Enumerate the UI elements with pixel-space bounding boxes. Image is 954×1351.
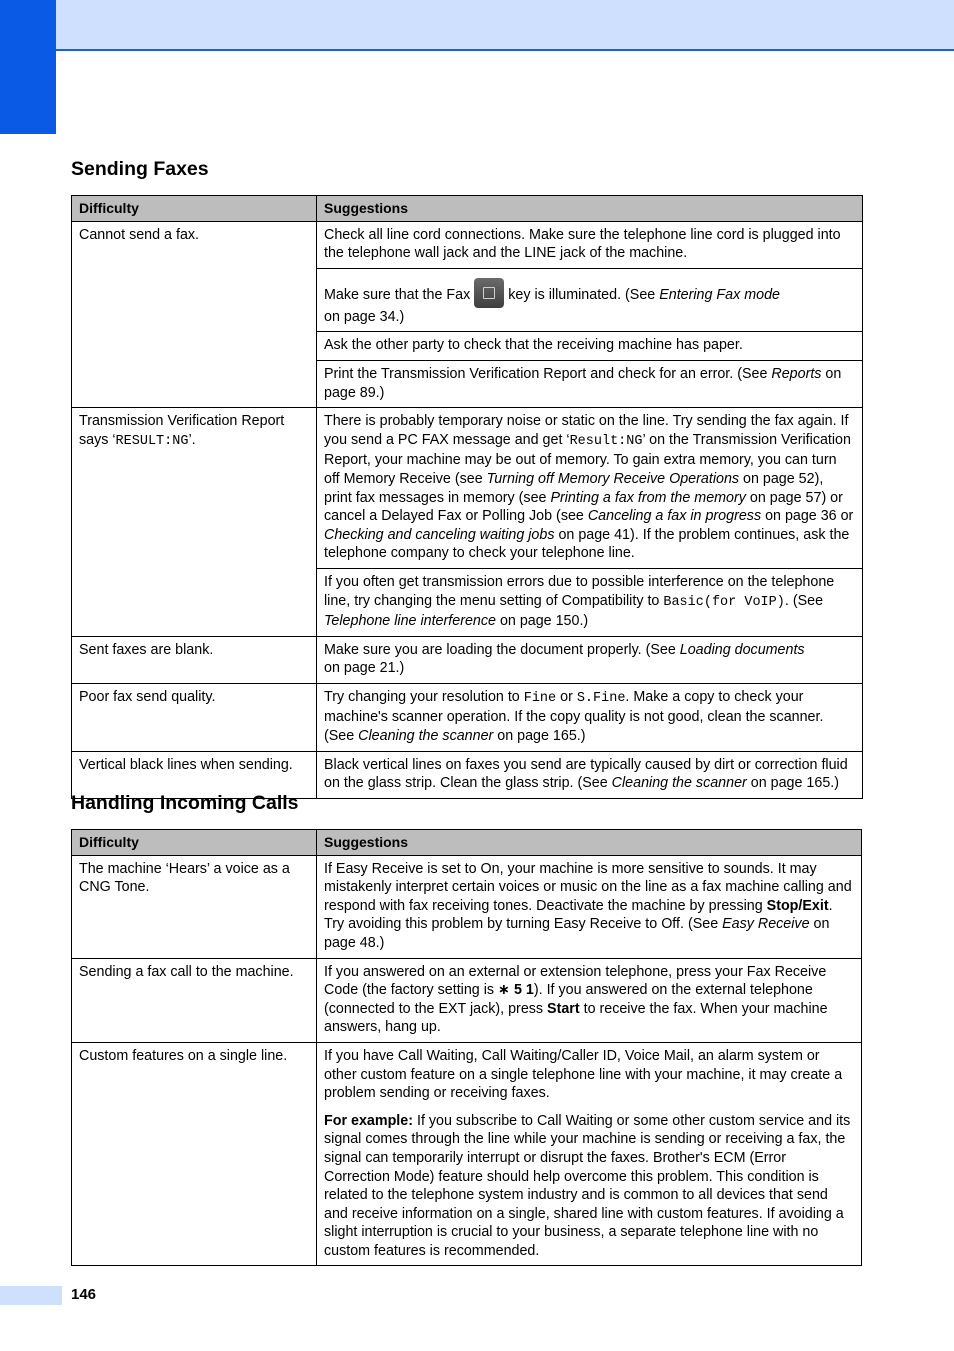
suggestion-cell: Check all line cord connections. Make sure the telephone line cord is plugged into the telephone wall jack and the LINE jack of the machine. [317,221,863,268]
page-number-band [0,1286,62,1305]
page-number: 146 [71,1286,97,1303]
suggestion-cell: If you often get transmission errors due to possible interference on the telephone line, try changing the menu setting of Compatibility to Basic(for VoIP). (See Telephone line interference on page 150.) [317,568,863,636]
difficulty-cell: Sent faxes are blank. [72,636,317,683]
suggestion-cell: Ask the other party to check that the receiving machine has paper. [317,332,863,361]
table-row [72,636,863,683]
difficulty-cell: The machine ‘Hears’ a voice as a CNG Tone. [72,855,317,958]
chapter-tab [0,0,56,134]
suggestion-cell: Try changing your resolution to Fine or S.Fine. Make a copy to check your machine's scanner operation. If the copy quality is not good, clean the scanner. (See Cleaning the scanner on page 165.) [317,683,863,751]
header-difficulty: Difficulty [72,830,317,856]
header-suggestions: Suggestions [317,830,862,856]
table-header-row [72,830,862,856]
table-header-row [72,196,863,222]
table-row [72,1042,862,1266]
fax-key-icon [474,278,504,308]
suggestion-cell: Make sure you are loading the document properly. (See Loading documents on page 21.) [317,636,863,683]
suggestion-cell: If Easy Receive is set to On, your machine is more sensitive to sounds. It may mistakenly interpret certain voices or music on the line as a fax machine calling and respond with fax receiving tones. Deactivate the machine by pressing Stop/Exit. Try avoiding this problem by turning Easy Receive to Off. (See Easy Receive on page 48.) [317,855,862,958]
paragraph: If you have Call Waiting, Call Waiting/Caller ID, Voice Mail, an alarm system or other custom feature on a single telephone line with your machine, it may create a problem sending or receiving faxes. [324,1047,843,1102]
paragraph: For example: If you subscribe to Call Waiting or some other custom service and its signal comes through the line while your machine is sending or receiving a fax, the signal can temporarily interrupt or disrupt the faxes. Brother's ECM (Error Correction Mode) feature should help overcome this problem. This condition is related to the telephone system industry and is common to all devices that send and receive information on a single, shared line with custom features. If avoiding a slight interruption is crucial to your business, a separate telephone line with no custom features is recommended. [324,1112,851,1259]
section-title-sending-faxes: Sending Faxes [71,158,209,180]
header-difficulty: Difficulty [72,196,317,222]
suggestion-cell [317,1042,862,1266]
difficulty-cell: Transmission Verification Report says ‘RESULT:NG’. [72,408,317,637]
header-band [0,0,954,51]
difficulty-cell: Vertical black lines when sending. [72,751,317,798]
table-row [72,855,862,958]
sending-faxes-table [71,195,863,799]
suggestion-cell: Black vertical lines on faxes you send are typically caused by dirt or correction fluid on the glass strip. Clean the glass strip. (See Cleaning the scanner on page 165.) [317,751,863,798]
table-row [72,408,863,569]
difficulty-cell: Custom features on a single line. [72,1042,317,1266]
table-row [72,958,862,1042]
suggestion-cell: Make sure that the Fax key is illuminated. (See Entering Fax mode on page 34.) [317,268,863,332]
header-suggestions: Suggestions [317,196,863,222]
handling-incoming-calls-table [71,829,862,1266]
difficulty-cell: Cannot send a fax. [72,221,317,408]
section-title-handling-incoming-calls: Handling Incoming Calls [71,792,299,814]
difficulty-cell: Sending a fax call to the machine. [72,958,317,1042]
suggestion-cell: There is probably temporary noise or static on the line. Try sending the fax again. If you send a PC FAX message and get ‘Result:NG’ on the Transmission Verification Report, your machine may be out of memory. To gain extra memory, you can turn off Memory Receive (see Turning off Memory Receive Operations on page 52), print fax messages in memory (see Printing a fax from the memory on page 57) or cancel a Delayed Fax or Polling Job (see Canceling a fax in progress on page 36 or Checking and canceling waiting jobs on page 41). If the problem continues, ask the telephone company to check your telephone line. [317,408,863,569]
difficulty-cell: Poor fax send quality. [72,683,317,751]
table-row [72,683,863,751]
suggestion-cell: Print the Transmission Verification Report and check for an error. (See Reports on page 89.) [317,360,863,407]
table-row [72,221,863,268]
suggestion-cell: If you answered on an external or extension telephone, press your Fax Receive Code (the factory setting is ∗ 5 1). If you answered on the external telephone (connected to the EXT jack), press Start to receive the fax. When your machine answers, hang up. [317,958,862,1042]
